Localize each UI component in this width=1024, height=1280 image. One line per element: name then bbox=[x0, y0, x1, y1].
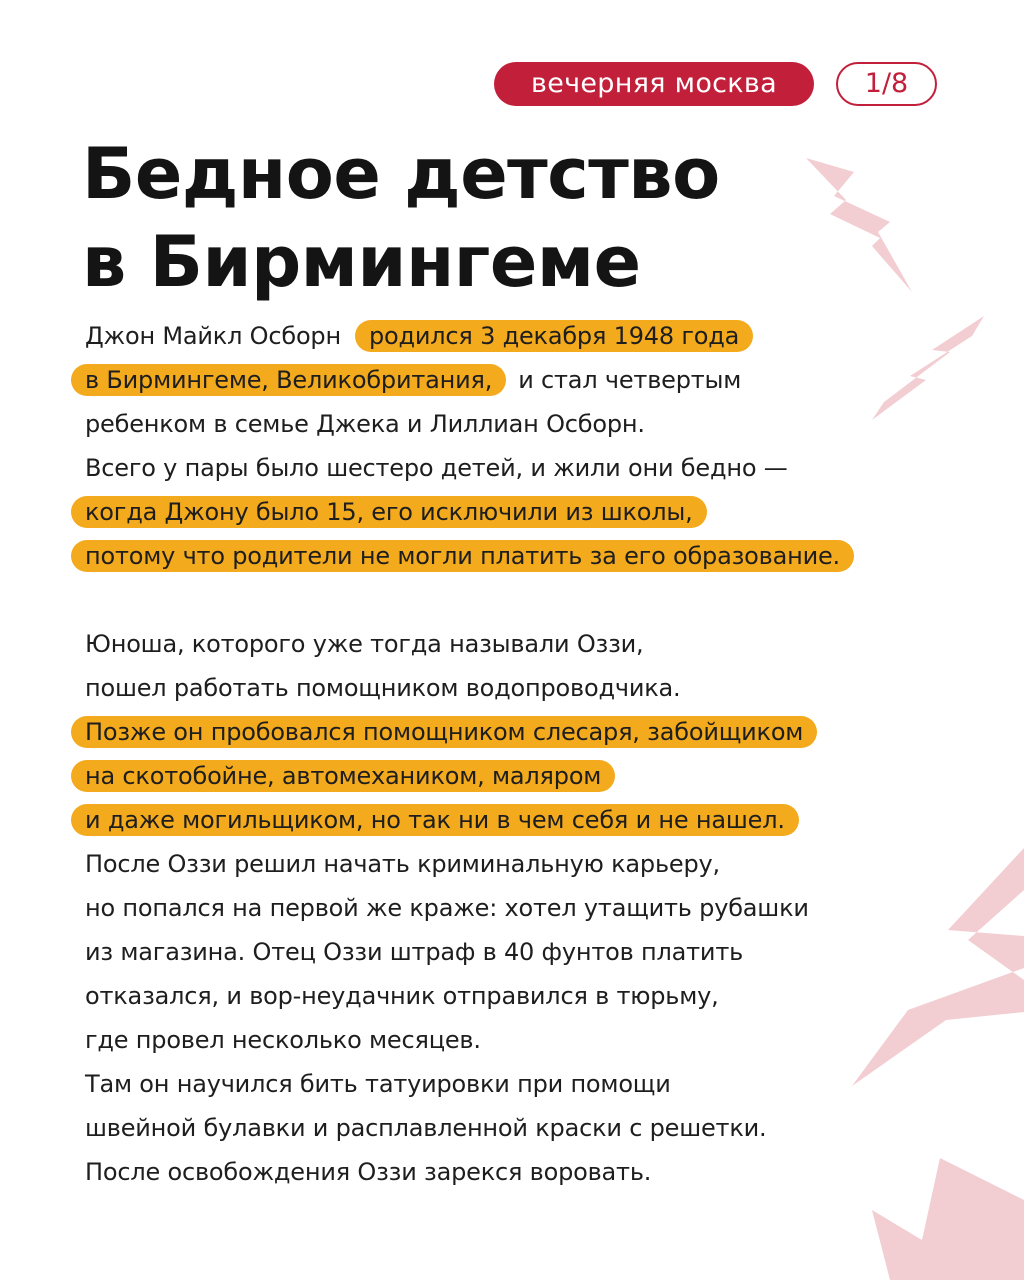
lightning-bolt-icon bbox=[806, 158, 912, 292]
text-line: где провел несколько месяцев. bbox=[85, 1026, 481, 1054]
text-line bbox=[85, 490, 985, 534]
text-line: из магазина. Отец Оззи штраф в 40 фунтов платить bbox=[85, 938, 744, 966]
text-line: ребенком в семье Джека и Лиллиан Осборн. bbox=[85, 410, 645, 438]
text-line: но попался на первой же краже: хотел утащить рубашки bbox=[85, 894, 809, 922]
text-line: пошел работать помощником водопроводчика. bbox=[85, 674, 681, 702]
highlighted-text: Позже он пробовался помощником слесаря, забойщиком bbox=[71, 716, 817, 748]
text-line bbox=[85, 534, 985, 578]
highlighted-text: родился 3 декабря 1948 года bbox=[355, 320, 753, 352]
highlighted-text: потому что родители не могли платить за его образование. bbox=[71, 540, 854, 572]
title-line: в Бирмингеме bbox=[82, 221, 641, 303]
text-line: Там он научился бить татуировки при помощи bbox=[85, 1070, 671, 1098]
text-line: Юноша, которого уже тогда называли Оззи, bbox=[85, 630, 644, 658]
text-fragment: и стал четвертым bbox=[518, 366, 742, 394]
text-line: Всего у пары было шестеро детей, и жили они бедно — bbox=[85, 454, 788, 482]
highlighted-text: и даже могильщиком, но так ни в чем себя и не нашел. bbox=[71, 804, 799, 836]
text-line: После освобождения Оззи зарекся воровать. bbox=[85, 1158, 652, 1186]
text-line bbox=[85, 710, 985, 754]
brand-badge: вечерняя москва bbox=[494, 62, 814, 106]
title-line: Бедное детство bbox=[82, 133, 720, 215]
text-line bbox=[85, 754, 985, 798]
highlighted-text: на скотобойне, автомехаником, маляром bbox=[71, 760, 615, 792]
text-fragment: Джон Майкл Осборн bbox=[85, 322, 341, 350]
page-title bbox=[82, 130, 720, 306]
text-line bbox=[85, 358, 985, 402]
page-counter: 1/8 bbox=[836, 62, 937, 106]
text-line: После Оззи решил начать криминальную карьеру, bbox=[85, 850, 720, 878]
paragraph-gap bbox=[85, 578, 985, 622]
text-line bbox=[85, 798, 985, 842]
highlighted-text: в Бирмингеме, Великобритания, bbox=[71, 364, 506, 396]
text-line: отказался, и вор-неудачник отправился в тюрьму, bbox=[85, 982, 719, 1010]
highlighted-text: когда Джону было 15, его исключили из школы, bbox=[71, 496, 707, 528]
text-line bbox=[85, 314, 985, 358]
article-body bbox=[85, 314, 985, 1194]
text-line: швейной булавки и расплавленной краски с решетки. bbox=[85, 1114, 767, 1142]
